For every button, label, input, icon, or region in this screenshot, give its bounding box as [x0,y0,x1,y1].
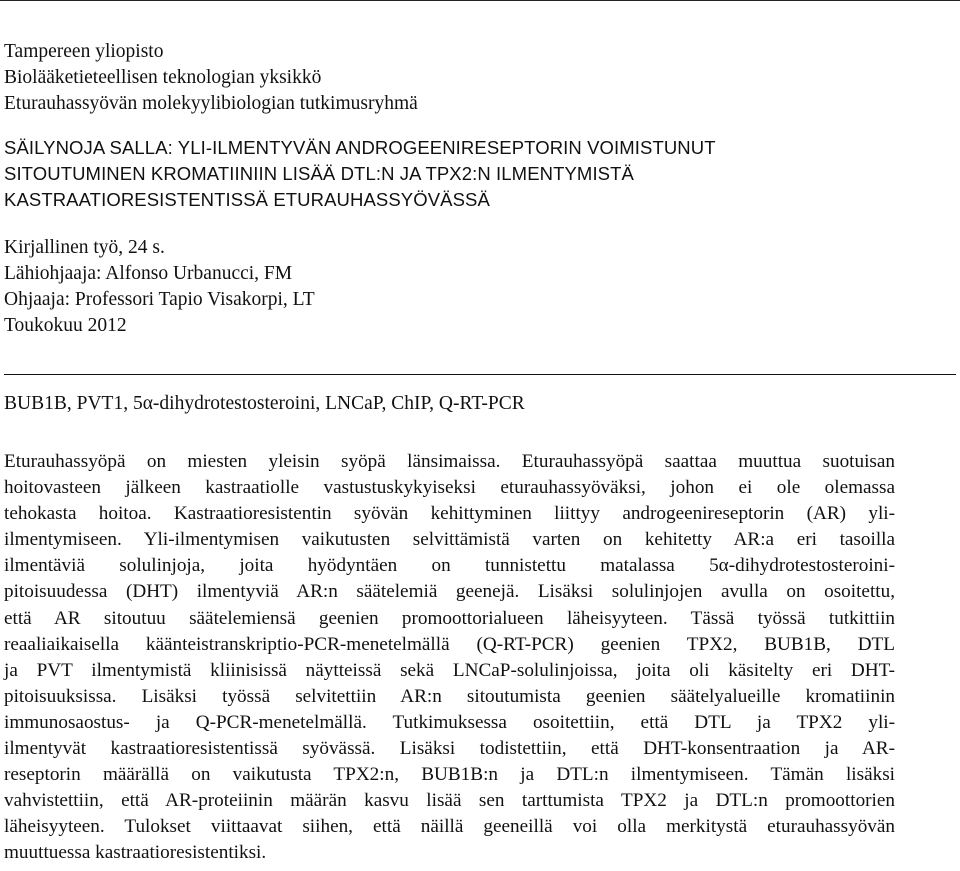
title-line: SITOUTUMINEN KROMATIINIIN LISÄÄ DTL:N JA TPX2:N ILMENTYMISTÄ [4,163,634,184]
title-line: KASTRAATIORESISTENTISSÄ ETURAUHASSYÖVÄSSÄ [4,189,490,210]
work-metadata [4,235,315,339]
abstract-line: ilmentäviä solulinjoja, joita hyödyntäen on tunnistettu matalassa 5α-dihydrotestosteroini- [4,555,895,577]
research-group: Eturauhassyövän molekyylibiologian tutkimusryhmä [4,93,418,114]
date: Toukokuu 2012 [4,315,127,336]
advisor: Ohjaaja: Professori Tapio Visakorpi, LT [4,289,315,310]
abstract-line: Eturauhassyöpä on miesten yleisin syöpä länsimaissa. Eturauhassyöpä saattaa muuttua suotuisan [4,451,895,472]
unit-name: Biolääketieteellisen teknologian yksikkö [4,67,322,88]
supervisor: Lähiohjaaja: Alfonso Urbanucci, FM [4,263,293,284]
top-divider [0,0,960,1]
abstract-line: ilmentymiseen. Yli-ilmentymisen vaikutusten selvittämistä varten on kehitetty AR:a eri tasoilla [4,529,895,551]
abstract-line: tehokasta hoitoa. Kastraatioresistentin syövän kehittyminen liittyy androgeenireseptorin (AR) yli- [4,503,895,525]
abstract-line: immunosaostus- ja Q-PCR-menetelmällä. Tutkimuksessa osoitettiin, että DTL ja TPX2 yli- [4,711,895,733]
abstract-line: muuttuessa kastraatioresistentiksi. [4,842,267,864]
abstract-line: reaaliaikaisella käänteistranskriptio-PCR-menetelmällä (Q-RT-PCR) geenien TPX2, BUB1B, DTL [4,633,895,655]
section-divider [4,374,956,375]
thesis-title [4,135,716,213]
abstract-line: läheisyyteen. Tulokset viittaavat siihen, että näillä geeneillä voi olla merkitystä eturauhassyövän [4,816,895,838]
university-name: Tampereen yliopisto [4,41,164,62]
abstract-line: ja PVT ilmentymistä kliinisissä näytteissä sekä LNCaP-solulinjoissa, joita oli käsitelty eri DHT- [4,659,895,681]
abstract-line: että AR sitoutuu säätelemiensä geenien promoottorialueen läheisyyteen. Tässä työssä tutkittiin [4,607,895,629]
abstract-line: hoitovasteen jälkeen kastraatiolle vastustuskykyiseksi eturauhassyöväksi, johon ei ole olemassa [4,477,895,499]
abstract-line: vahvistettiin, että AR-proteiinin määrän kasvu lisää sen tarttumista TPX2 ja DTL:n promoottorien [4,790,895,812]
keywords: BUB1B, PVT1, 5α-dihydrotestosteroini, LNCaP, ChIP, Q-RT-PCR [4,393,525,414]
abstract-line: pitoisuuksissa. Lisäksi työssä selvitettiin AR:n sitoutumista geenien säätelyalueille kromatiinin [4,685,895,707]
title-line: SÄILYNOJA SALLA: YLI-ILMENTYVÄN ANDROGEENIRESEPTORIN VOIMISTUNUT [4,137,716,158]
work-type: Kirjallinen työ, 24 s. [4,237,165,258]
organization-block [4,39,418,117]
abstract-line: ilmentyvät kastraatioresistentissä syövässä. Lisäksi todistettiin, että DHT-konsentraation ja AR- [4,738,895,760]
abstract-line: pitoisuudessa (DHT) ilmentyviä AR:n säätelemiä geenejä. Lisäksi solulinjojen avulla on osoitettu, [4,581,895,603]
abstract-line: reseptorin määrällä on vaikutusta TPX2:n, BUB1B:n ja DTL:n ilmentymiseen. Tämän lisäksi [4,764,895,786]
abstract [4,449,895,867]
